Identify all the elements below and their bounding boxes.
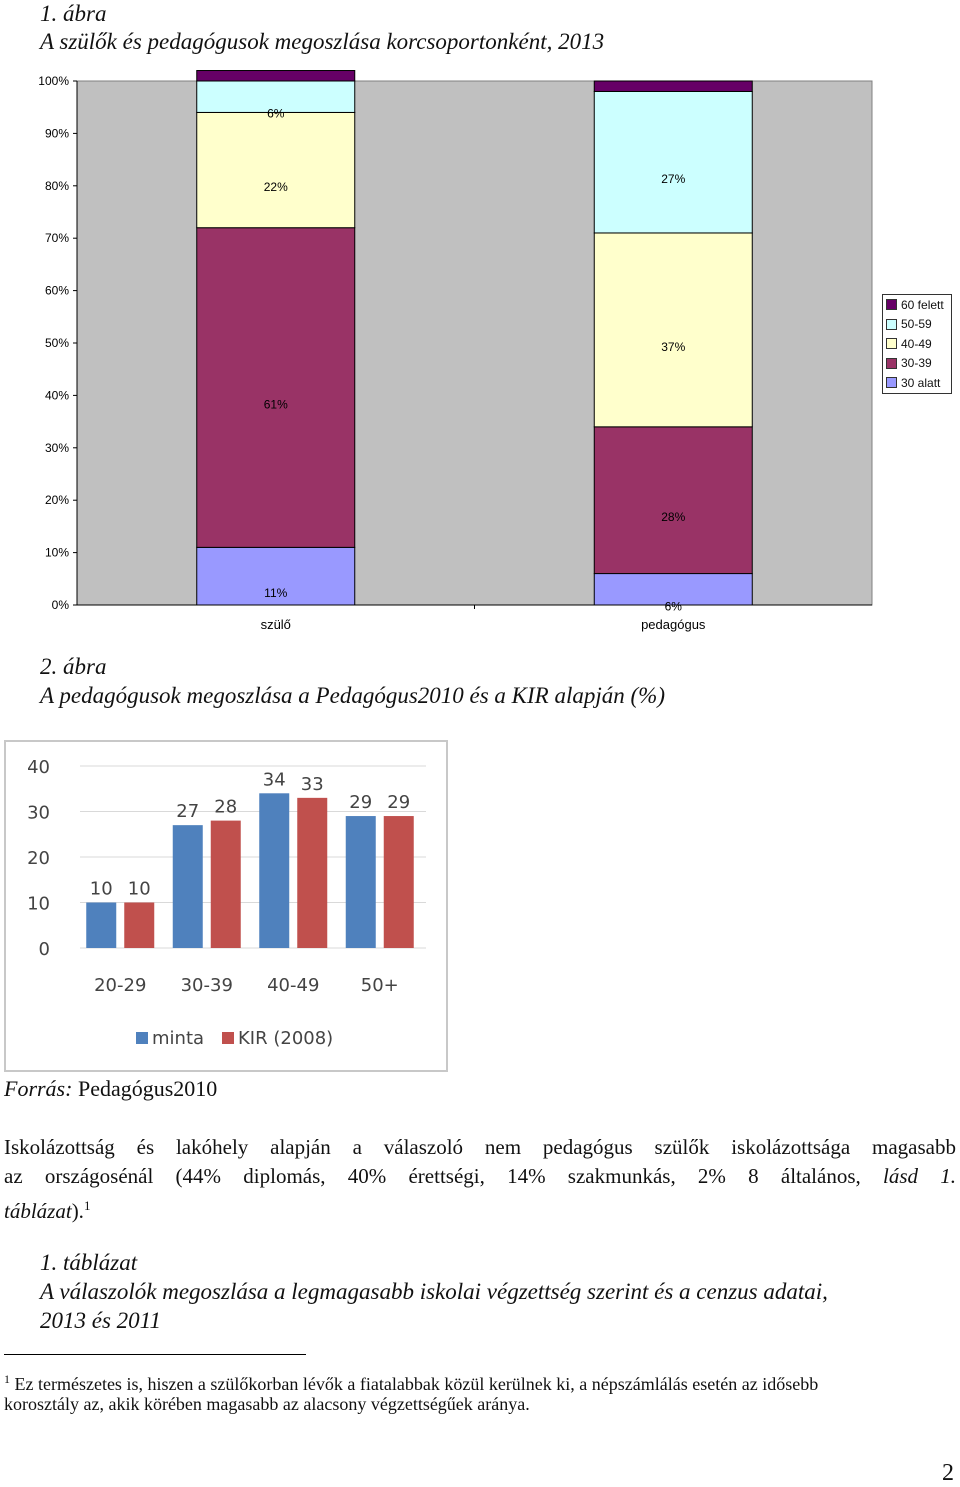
- data-label-text: 22%: [263, 180, 288, 195]
- y-tick-label: 10: [27, 893, 50, 915]
- data-label: [263, 398, 288, 413]
- footnote-text: Ez természetes is, hiszen a szülőkorban lévők a fiatalabbak közül kerülnek ki, a népszámlálás esetén az idősebb: [10, 1374, 819, 1394]
- legend-swatch: [886, 319, 897, 330]
- stacked-bar-chart: [0, 70, 960, 640]
- data-label-text: 61%: [263, 397, 288, 412]
- paragraph-line-1: Iskolázottság és lakóhely alapján a válaszoló nem pedagógus szülők iskolázottsága magasabb: [4, 1135, 956, 1159]
- bar-kir: [384, 816, 414, 948]
- paragraph-text: ).: [71, 1199, 84, 1223]
- footnote-separator: [4, 1354, 306, 1355]
- figure1-title: A szülők és pedagógusok megoszlása korcsoportonként, 2013: [40, 29, 605, 54]
- y-tick-label: 10%: [44, 545, 69, 560]
- bar-minta: [346, 816, 376, 948]
- data-label: [664, 599, 682, 614]
- paragraph-line-2: [4, 1162, 956, 1191]
- bar-kir: [297, 798, 327, 948]
- x-category-label: 20-29: [94, 975, 147, 996]
- grouped-bar-chart-frame: [4, 740, 448, 1072]
- y-tick-label: 60%: [44, 283, 69, 298]
- legend-swatch: [222, 1032, 234, 1044]
- legend-swatch: [886, 358, 897, 369]
- x-category-label: 50+: [360, 975, 399, 996]
- stacked-bar-segment: [197, 228, 355, 548]
- data-label: [267, 107, 285, 122]
- paragraph-line-3: [4, 1191, 956, 1226]
- stacked-bar-segment: [594, 91, 752, 232]
- legend-label: 40-49: [901, 336, 932, 351]
- source-label: Forrás:: [4, 1076, 73, 1101]
- data-label-text: 37%: [661, 339, 686, 354]
- legend-item-30-alatt: [883, 373, 951, 393]
- data-label-text: 28%: [661, 510, 686, 525]
- table1-number: 1. táblázat: [40, 1250, 138, 1275]
- y-tick-label: 0: [38, 939, 50, 960]
- bar-minta: [259, 793, 289, 948]
- data-label-text: 11%: [264, 586, 288, 601]
- table1-title-line-1: A válaszolók megoszlása a legmagasabb iskolai végzettség szerint és a cenzus adatai,: [40, 1279, 828, 1304]
- data-label: 34: [262, 769, 286, 791]
- source-line: [4, 1074, 956, 1103]
- data-label: 29: [349, 792, 373, 814]
- stacked-bar-segment: [594, 427, 752, 574]
- data-label-text: 6%: [267, 106, 285, 121]
- y-tick-label: 40%: [44, 388, 69, 403]
- stacked-bar-segment: [197, 71, 355, 81]
- bar-minta: [86, 903, 116, 949]
- legend-item-50-59: [883, 315, 951, 335]
- y-tick-label: 90%: [44, 126, 69, 141]
- y-tick-label: 50%: [44, 336, 69, 350]
- y-tick-label: 100%: [38, 74, 69, 88]
- footnote-mark: 1: [4, 1372, 10, 1386]
- data-label: 33: [300, 773, 324, 795]
- footnote-ref[interactable]: 1: [83, 1198, 91, 1213]
- stacked-bar-segment: [594, 233, 752, 427]
- legend-swatch: [886, 377, 897, 388]
- paragraph-italic-ref: táblázat: [4, 1199, 72, 1223]
- bar-kir: [124, 903, 154, 949]
- legend-label: 60 felett: [901, 297, 944, 312]
- table1-title-line-2: 2013 és 2011: [40, 1308, 161, 1333]
- x-category-label: 30-39: [180, 975, 233, 996]
- x-category-label: pedagógus: [641, 617, 706, 632]
- legend-label: 50-59: [901, 317, 932, 332]
- data-label: 29: [387, 792, 411, 814]
- y-tick-label: 70%: [44, 231, 69, 246]
- legend-label: KIR (2008): [238, 1028, 334, 1049]
- legend-swatch: [886, 299, 897, 310]
- grouped-bar-chart: [6, 742, 446, 1070]
- data-label: 10: [89, 878, 113, 900]
- stacked-bar-segment: [594, 81, 752, 91]
- data-label-text: 27%: [661, 172, 686, 187]
- data-label: [661, 510, 686, 525]
- y-tick-label: 30%: [44, 440, 69, 455]
- figure2-title: A pedagógusok megoszlása a Pedagógus2010 és a KIR alapján (%): [40, 683, 665, 708]
- data-label: 27: [176, 801, 200, 823]
- chart1-legend: [882, 294, 952, 394]
- page-number: 2: [942, 1460, 954, 1486]
- data-label: [661, 340, 686, 355]
- bar-kir: [211, 821, 241, 948]
- legend-item-40-49: [883, 334, 951, 354]
- data-label: 10: [127, 878, 151, 900]
- y-tick-label: 40: [27, 757, 50, 778]
- figure1-number: 1. ábra: [40, 1, 107, 26]
- paragraph-text: az országosénál (44% diplomás, 40% érettségi, 14% szakmunkás, 2% 8 általános,: [4, 1164, 861, 1188]
- y-tick-label: 80%: [44, 178, 69, 193]
- data-label: [263, 586, 288, 601]
- x-category-label: 40-49: [267, 975, 320, 996]
- bar-minta: [173, 825, 203, 948]
- data-label: [661, 172, 686, 187]
- legend-item-30-39: [883, 354, 951, 374]
- stacked-bar-segment: [197, 112, 355, 227]
- y-tick-label: 30: [27, 802, 50, 824]
- figure2-number: 2. ábra: [40, 654, 107, 679]
- y-tick-label: 20%: [44, 493, 69, 508]
- y-tick-label: 20: [27, 848, 50, 869]
- legend-label: 30 alatt: [901, 375, 941, 390]
- data-label: 28: [214, 796, 238, 818]
- legend-swatch: [136, 1032, 148, 1044]
- data-label-text: 6%: [664, 599, 682, 614]
- y-tick-label: 0%: [51, 598, 69, 612]
- x-category-label: szülő: [260, 617, 291, 632]
- legend-label: 30-39: [901, 356, 932, 371]
- source-value: Pedagógus2010: [72, 1076, 218, 1101]
- paragraph-italic-ref: lásd 1.: [883, 1164, 956, 1188]
- data-label: [263, 180, 288, 195]
- footnote-line-2: korosztály az, akik körében magasabb az alacsony végzettségűek aránya.: [4, 1394, 530, 1414]
- legend-label: minta: [152, 1028, 205, 1049]
- legend-item-60-felett: [883, 295, 951, 315]
- legend-swatch: [886, 338, 897, 349]
